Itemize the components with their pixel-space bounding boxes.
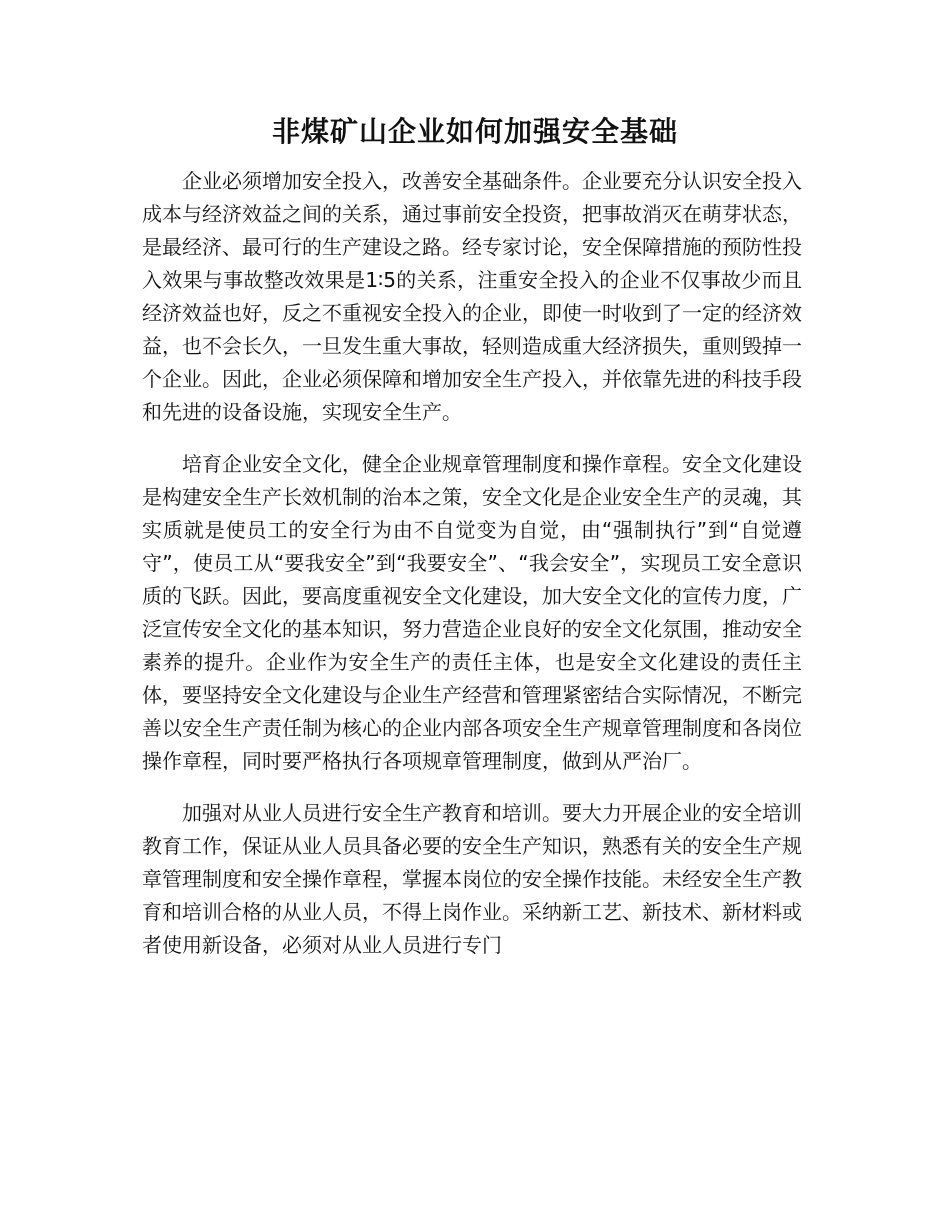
paragraph-safety-training: 加强对从业人员进行安全生产教育和培训。要大力开展企业的安全培训教育工作，保证从业人员具备必要的安全生产知识，熟悉有关的安全生产规章管理制度和安全操作章程，掌握本岗位的安全操作技能。未经安全生产教育和培训合格的从业人员，不得上岗作业。采纳新工艺、新技术、新材料或者使用新设备，必须对从业人员进行专门 bbox=[142, 801, 802, 957]
document-body bbox=[142, 165, 802, 981]
document-title: 非煤矿山企业如何加强安全基础 bbox=[271, 115, 678, 148]
paragraph-safety-culture: 培育企业安全文化，健全企业规章管理制度和操作章程。安全文化建设是构建安全生产长效机制的治本之策，安全文化是企业安全生产的灵魂，其实质就是使员工的安全行为由不自觉变为自觉，由“强制执行”到“自觉遵守”，使员工从“要我安全”到“我要安全”、“我会安全”，实现员工安全意识质的飞跃。因此，要高度重视安全文化建设，加大安全文化的宣传力度，广泛宣传安全文化的基本知识，努力营造企业良好的安全文化氛围，推动安全素养的提升。企业作为安全生产的责任主体，也是安全文化建设的责任主体，要坚持安全文化建设与企业生产经营和管理紧密结合实际情况，不断完善以安全生产责任制为核心的企业内部各项安全生产规章管理制度和各岗位操作章程，同时要严格执行各项规章管理制度，做到从严治厂。 bbox=[142, 452, 802, 773]
paragraph-safety-investment: 企业必须增加安全投入，改善安全基础条件。企业要充分认识安全投入成本与经济效益之间的关系，通过事前安全投资，把事故消灭在萌芽状态，是最经济、最可行的生产建设之路。经专家讨论，安全保障措施的预防性投入效果与事故整改效果是1∶5的关系，注重安全投入的企业不仅事故少而且经济效益也好，反之不重视安全投入的企业，即使一时收到了一定的经济效益，也不会长久，一旦发生重大事故，轻则造成重大经济损失，重则毁掉一个企业。因此，企业必须保障和增加安全生产投入，并依靠先进的科技手段和先进的设备设施，实现安全生产。 bbox=[142, 169, 802, 424]
